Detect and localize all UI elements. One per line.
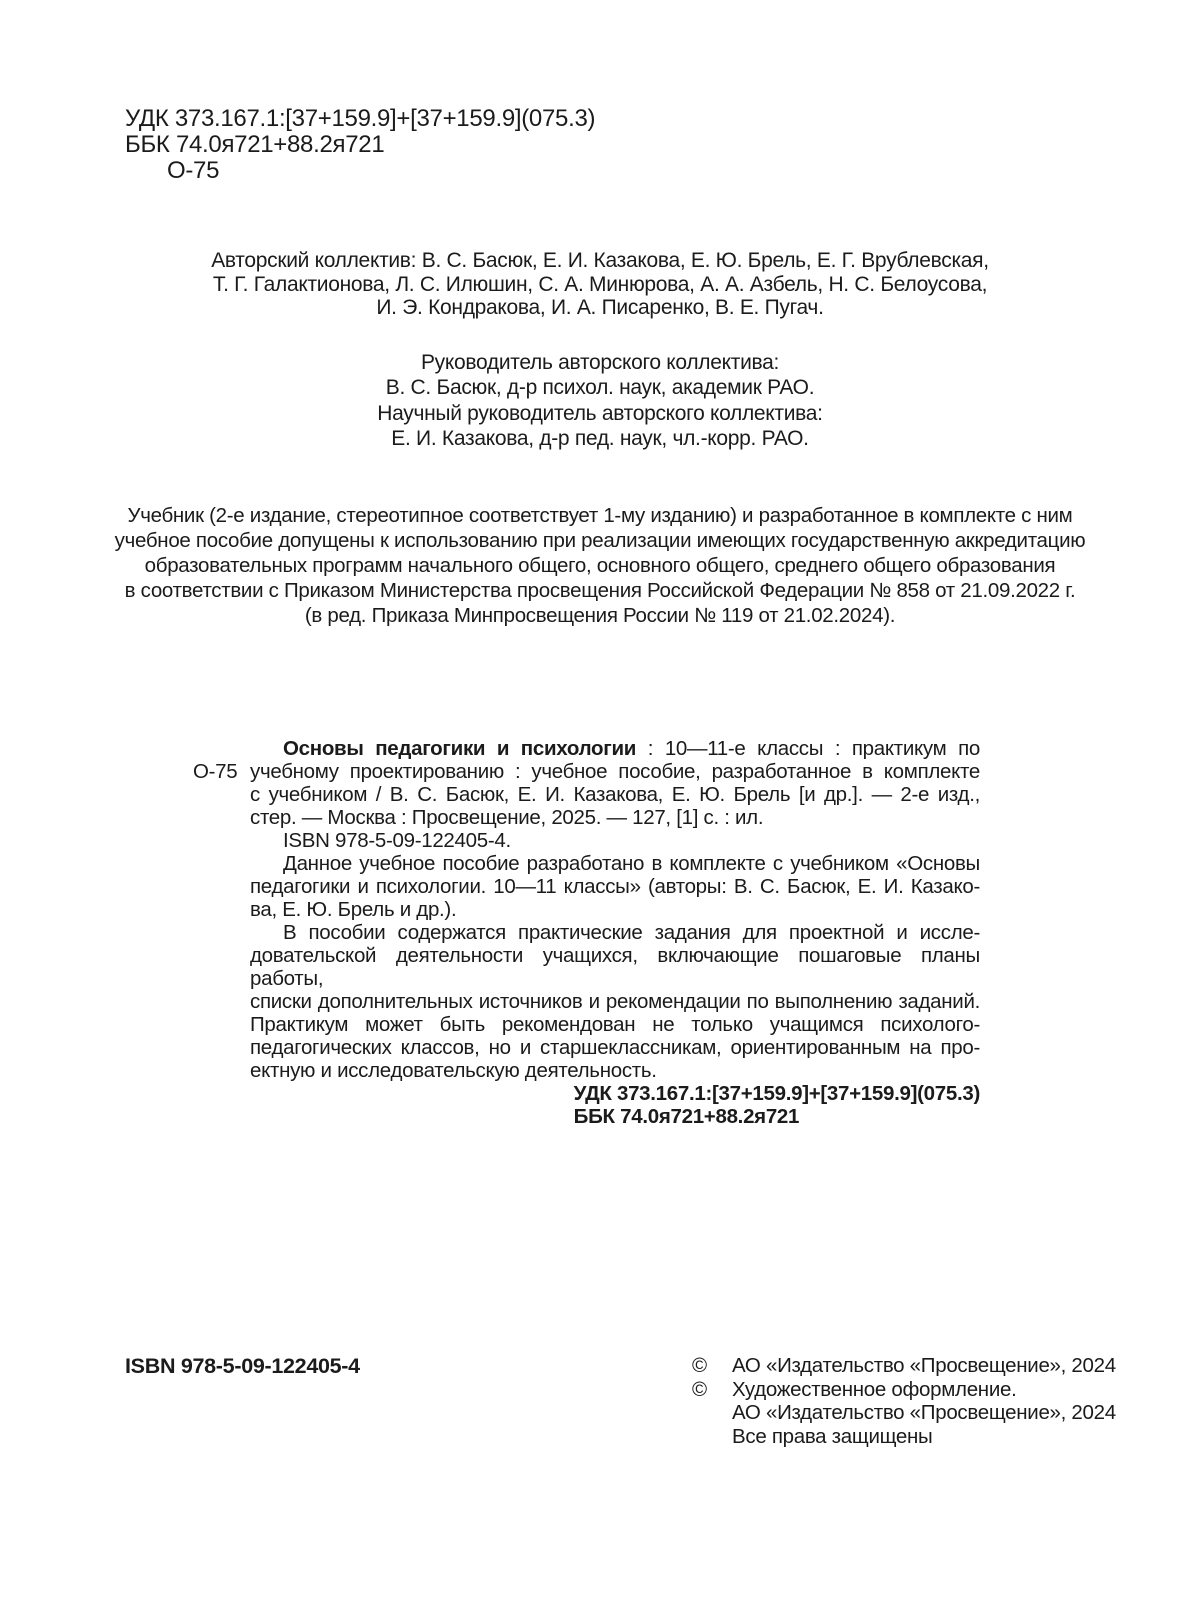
copyright-symbol	[692, 1425, 732, 1449]
copyright-row	[692, 1354, 1116, 1378]
card-isbn-line: ISBN 978-5-09-122405-4.	[283, 829, 511, 852]
text-line: Т. Г. Галактионова, Л. С. Илюшин, С. А. Минюрова, А. А. Азбель, Н. С. Белоусова,	[212, 272, 988, 296]
text-line: Авторский коллектив: В. С. Басюк, Е. И. Казакова, Е. Ю. Брель, Е. Г. Врублевская,	[211, 249, 989, 272]
udk-code: УДК 373.167.1:[37+159.9]+[37+159.9](075.3)	[125, 105, 596, 132]
text-line: образовательных программ начального общего, основного общего, среднего общего образования	[144, 554, 1056, 577]
author-mark: О-75	[167, 157, 220, 184]
text-line: учебное пособие допущены к использованию при реализации имеющих государственную аккредитацию	[114, 529, 1086, 552]
authors-block	[0, 249, 1200, 320]
catalog-card	[193, 737, 980, 1128]
card-line: учебному проектированию : учебное пособие, разработанное в комплекте	[250, 760, 980, 783]
copyright-symbol: ©	[692, 1377, 707, 1401]
text-line: В. С. Басюк, д-р психол. наук, академик РАО.	[385, 376, 815, 400]
card-line: ва, Е. Ю. Брель и др.).	[250, 898, 457, 921]
card-line: Практикум может быть рекомендован не только учащимся психолого-	[250, 1013, 980, 1036]
text-line: И. Э. Кондракова, И. А. Писаренко, В. Е. Пугач.	[376, 296, 824, 319]
card-line: Данное учебное пособие разработано в комплекте с учебником «Основы	[283, 852, 980, 875]
card-title-bold: Основы педагогики и психологии	[283, 737, 637, 760]
copyright-text: Все права защищены	[732, 1424, 933, 1448]
text-line: Е. И. Казакова, д-р пед. наук, чл.-корр. РАО.	[391, 426, 809, 450]
card-author-mark: О-75	[193, 760, 238, 783]
approval-block	[0, 503, 1200, 628]
card-line: с учебником / В. С. Басюк, Е. И. Казакова, Е. Ю. Брель [и др.]. — 2-е изд.,	[250, 783, 980, 806]
copyright-row	[692, 1401, 1116, 1425]
copyright-row	[692, 1425, 1116, 1449]
copyright-text: АО «Издательство «Просвещение», 2024	[732, 1354, 1116, 1377]
text-line: Научный руководитель авторского коллектива:	[377, 401, 823, 425]
copyright-text: Художественное оформление.	[732, 1377, 1017, 1401]
card-line: стер. — Москва : Просвещение, 2025. — 127, [1] с. : ил.	[250, 806, 764, 829]
card-title-line	[250, 737, 980, 760]
card-line: довательской деятельности учащихся, включающие пошаговые планы работы,	[250, 944, 980, 990]
card-udk-code: УДК 373.167.1:[37+159.9]+[37+159.9](075.3)	[573, 1082, 980, 1105]
bibliographic-codes	[125, 106, 595, 184]
card-line: педагогики и психологии. 10—11 классы» (авторы: В. С. Басюк, Е. И. Казако-	[250, 875, 980, 898]
copyright-symbol: ©	[692, 1354, 707, 1377]
text-line: Учебник (2-е издание, стереотипное соответствует 1-му изданию) и разработанное в комплекте с ним	[127, 504, 1073, 527]
card-line: списки дополнительных источников и рекомендации по выполнению заданий.	[250, 990, 980, 1013]
leaders-block	[0, 350, 1200, 451]
copyright-block	[692, 1354, 1116, 1448]
card-title-rest: : 10—11-е классы : практикум по	[636, 737, 980, 760]
isbn-number: ISBN 978-5-09-122405-4	[125, 1354, 360, 1378]
card-line: В пособии содержатся практические задания для проектной и иссле-	[283, 921, 980, 944]
card-bbk-code: ББК 74.0я721+88.2я721	[573, 1105, 800, 1128]
text-line: в соответствии с Приказом Министерства просвещения Российской Федерации № 858 от 21.09.2022 г.	[124, 579, 1076, 602]
copyright-text: АО «Издательство «Просвещение», 2024	[732, 1401, 1116, 1424]
card-line: педагогических классов, но и старшеклассникам, ориентированным на про-	[250, 1036, 980, 1059]
text-line: (в ред. Приказа Минпросвещения России № 119 от 21.02.2024).	[304, 604, 896, 627]
copyright-row	[692, 1378, 1116, 1402]
text-line: Руководитель авторского коллектива:	[420, 351, 780, 374]
copyright-symbol	[692, 1401, 732, 1425]
bbk-code: ББК 74.0я721+88.2я721	[125, 131, 385, 158]
card-codes-block	[250, 1082, 980, 1128]
card-line: ектную и исследовательскую деятельность.	[250, 1059, 657, 1082]
